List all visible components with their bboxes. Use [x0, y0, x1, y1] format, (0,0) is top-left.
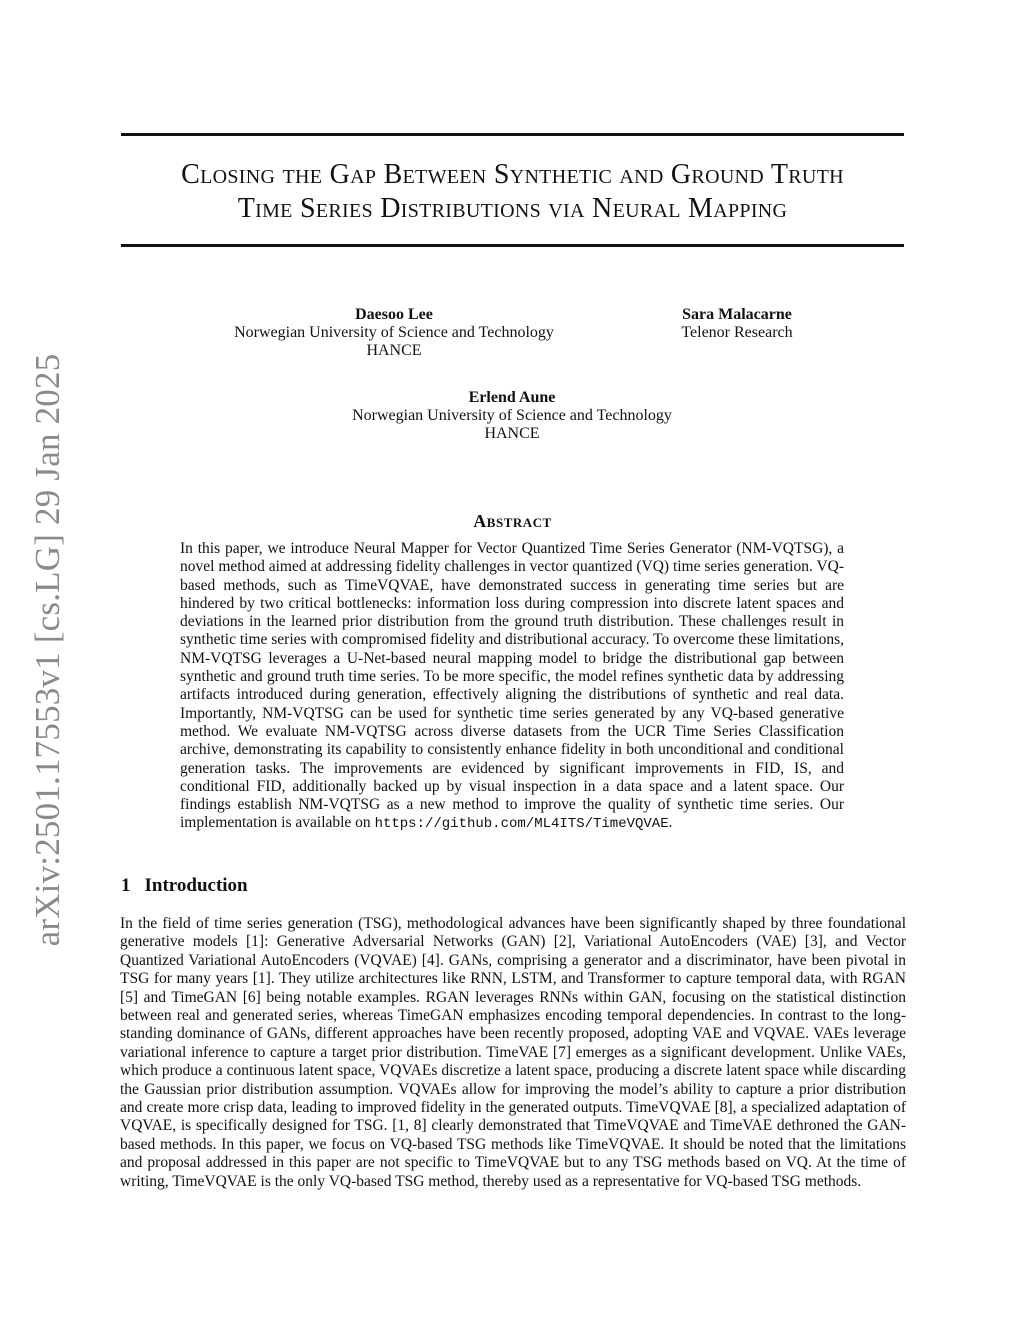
author-affiliation: Norwegian University of Science and Technology [352, 407, 672, 424]
author-name: Erlend Aune [468, 389, 556, 406]
section-title: Introduction [144, 875, 248, 896]
github-link[interactable]: https://github.com/ML4ITS/TimeVQVAE [374, 816, 669, 833]
title-rule-bottom [121, 244, 904, 247]
title-rule-top [121, 133, 904, 136]
introduction-text: In the field of time series generation (TSG), methodological advances have been significantly shaped by three foundational generative models [1]: Generative Adversarial Networks (GAN) [2], Variational AutoEncoders (VAE) [3], and Vector Quantized Variational AutoEncoders (VQVAE) [4]. GANs, comprising a generator and a discriminator, have been pivotal in TSG for many years [1]. They utilize architectures like RNN, LSTM, and Transformer to capture temporal data, with RGAN [5] and TimeGAN [6] being notable examples. RGAN leverages RNNs within GAN, focusing on the statistical distinction between real and generated series, whereas TimeGAN emphasizes encoding temporal dependencies. In contrast to the long-standing dominance of GANs, different approaches have been recently proposed, adopting VAE and VQVAE. VAEs leverage variational inference to capture a target prior distribution. TimeVAE [7] emerges as a significant development. Unlike VAEs, which produce a continuous latent space, VQVAEs discretize a latent space, producing a discrete latent space while discarding the Gaussian prior distribution assumption. VQVAEs allow for improving the model’s ability to capture a prior distribution and create more crisp data, leading to improved fidelity in the generated outputs. TimeVQVAE [8], a specialized adaptation of VQVAE, is specifically designed for TSG. [1, 8] clearly demonstrated that TimeVQVAE and TimeVAE dethroned the GAN-based methods. In this paper, we focus on VQ-based TSG methods like TimeVQVAE. It should be noted that the limitations and proposal addressed in this paper are not specific to TimeVQVAE but to any TSG methods based on VQ. At the time of writing, TimeVQVAE is the only VQ-based TSG method, thereby used as a representative for VQ-based TSG methods. [120, 915, 906, 1190]
author-group: HANCE [484, 425, 540, 442]
section-number: 1 [121, 875, 131, 896]
title-line-2: Time Series Distributions via Neural Mapping [237, 193, 788, 224]
abstract-link-suffix: . [668, 814, 673, 832]
author-name: Daesoo Lee [355, 306, 433, 323]
abstract-body-text: In this paper, we introduce Neural Mapper for Vector Quantized Time Series Generator (NM-VQTSG), a novel method aimed at addressing fidelity challenges in vector quantized (VQ) time series generation. VQ-based methods, such as TimeVQVAE, have demonstrated success in generating time series but are hindered by two critical bottlenecks: information loss during compression into discrete latent spaces and deviations in the learned prior distribution from the ground truth distribution. These challenges result in synthetic time series with compromised fidelity and distributional accuracy. To overcome these limitations, NM-VQTSG leverages a U-Net-based neural mapping model to bridge the distributional gap between synthetic and ground truth time series. To be more specific, the model refines synthetic data by addressing artifacts introduced during generation, effectively aligning the distributions of synthetic and real data. Importantly, NM-VQTSG can be used for synthetic time series generated by any VQ-based generative method. We evaluate NM-VQTSG across diverse datasets from the UCR Time Series Classification archive, demonstrating its capability to consistently enhance fidelity in both unconditional and conditional generation tasks. The improvements are evidenced by significant improvements in FID, IS, and conditional FID, additionally backed up by visual inspection in a data space and a latent space. Our findings establish NM-VQTSG as a new method to improve the quality of synthetic time series. Our implementation is available on [180, 540, 844, 832]
author-block-3 [312, 389, 712, 443]
section-heading [121, 875, 248, 897]
abstract-text [180, 540, 844, 834]
author-affiliation: Norwegian University of Science and Technology [234, 324, 554, 341]
author-group: HANCE [366, 342, 422, 359]
author-affiliation: Telenor Research [681, 324, 793, 341]
author-block-1 [194, 306, 594, 360]
author-block-2 [637, 306, 837, 342]
author-name: Sara Malacarne [682, 306, 792, 323]
title-line-1: Closing the Gap Between Synthetic and Ground Truth [181, 159, 844, 190]
abstract-heading: Abstract [473, 511, 552, 531]
paper-title [121, 158, 904, 226]
arxiv-stamp: arXiv:2501.17553v1 [cs.LG] 29 Jan 2025 [28, 353, 67, 947]
